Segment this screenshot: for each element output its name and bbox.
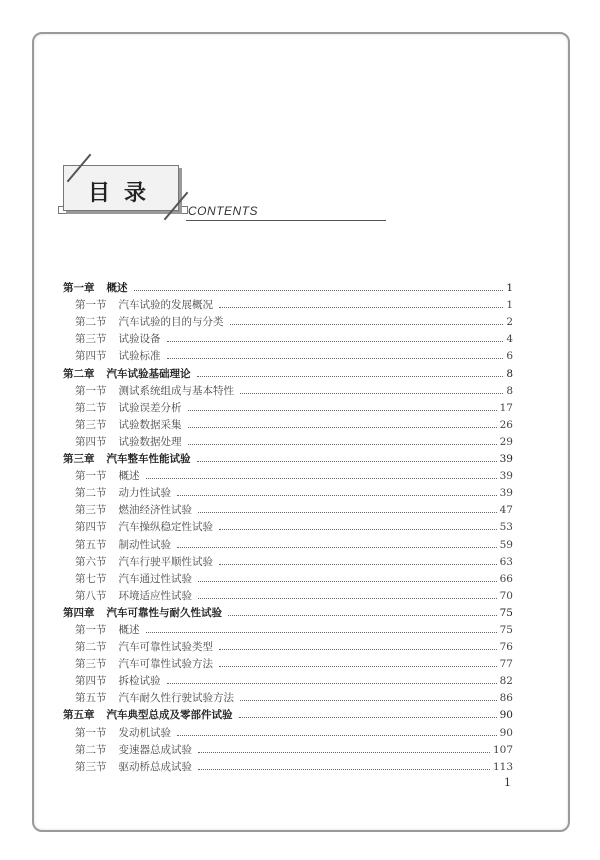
entry-label: 第二节 (75, 316, 107, 329)
entry-page: 4 (506, 333, 513, 346)
toc-section-entry[interactable] (63, 586, 513, 603)
entry-page: 1 (506, 282, 513, 295)
entry-page: 90 (499, 726, 513, 739)
dot-leader (188, 444, 497, 445)
entry-label: 第三节 (75, 418, 107, 431)
entry-title: 测试系统组成与基本特性 (118, 384, 234, 397)
entry-page: 63 (499, 555, 513, 568)
entry-heading (75, 435, 182, 449)
dot-leader (177, 495, 497, 496)
toc-section-entry[interactable] (63, 569, 513, 586)
entry-heading (75, 589, 192, 603)
contents-subtitle: CONTENTS (188, 204, 258, 218)
entry-heading (75, 315, 224, 329)
toc-chapter-entry[interactable] (63, 278, 513, 295)
entry-title: 动力性试验 (118, 487, 171, 500)
entry-label: 第三节 (75, 504, 107, 517)
entry-heading (75, 657, 213, 671)
entry-title: 试验数据采集 (118, 418, 182, 431)
entry-page: 47 (499, 504, 513, 517)
entry-page: 70 (499, 589, 513, 602)
toc-section-entry[interactable] (63, 466, 513, 483)
entry-label: 第七节 (75, 572, 107, 585)
entry-title: 概述 (118, 470, 140, 483)
dot-leader (188, 410, 497, 411)
entry-heading (75, 486, 171, 500)
entry-heading (63, 452, 191, 466)
entry-label: 第六节 (75, 555, 107, 568)
entry-label: 第一节 (75, 726, 107, 739)
entry-title: 汽车可靠性试验类型 (118, 641, 213, 654)
toc-section-entry[interactable] (63, 500, 513, 517)
entry-title: 变速器总成试验 (118, 743, 192, 756)
dot-leader (228, 615, 497, 616)
entry-page: 77 (499, 658, 513, 671)
entry-label: 第一节 (75, 299, 107, 312)
header-rule (186, 220, 386, 221)
entry-page: 86 (499, 692, 513, 705)
entry-title: 汽车典型总成及零部件试验 (106, 709, 233, 722)
dot-leader (240, 393, 503, 394)
dot-leader (167, 683, 497, 684)
dot-leader (219, 564, 497, 565)
entry-label: 第四节 (75, 350, 107, 363)
entry-heading (75, 503, 192, 517)
entry-page: 39 (499, 470, 513, 483)
dot-leader (219, 666, 497, 667)
entry-label: 第三章 (63, 453, 95, 466)
entry-title: 试验数据处理 (118, 435, 182, 448)
entry-heading (75, 538, 171, 552)
entry-label: 第一章 (63, 282, 95, 295)
entry-heading (63, 606, 222, 620)
entry-label: 第四节 (75, 675, 107, 688)
entry-title: 环境适应性试验 (118, 589, 192, 602)
page-number: 1 (504, 776, 511, 789)
entry-title: 汽车操纵稳定性试验 (118, 521, 213, 534)
toc-chapter-entry[interactable] (63, 603, 513, 620)
dot-leader (219, 529, 497, 530)
dot-leader (146, 632, 497, 633)
entry-heading (75, 743, 192, 757)
toc-section-entry[interactable] (63, 534, 513, 551)
dot-leader (188, 427, 497, 428)
entry-heading (75, 520, 213, 534)
entry-heading (75, 640, 213, 654)
toc-section-entry[interactable] (63, 620, 513, 637)
dot-leader (219, 307, 503, 308)
dot-leader (197, 376, 504, 377)
dot-leader (198, 581, 497, 582)
entry-heading (75, 469, 140, 483)
toc-chapter-entry[interactable] (63, 705, 513, 722)
entry-title: 汽车可靠性与耐久性试验 (106, 606, 222, 619)
toc-section-entry[interactable] (63, 381, 513, 398)
entry-title: 制动性试验 (118, 538, 171, 551)
entry-page: 107 (492, 743, 513, 756)
dot-leader (240, 700, 497, 701)
entry-title: 汽车整车性能试验 (106, 453, 191, 466)
entry-title: 汽车试验基础理论 (106, 367, 191, 380)
entry-heading (75, 760, 192, 774)
entry-page: 6 (506, 350, 513, 363)
entry-page: 8 (506, 384, 513, 397)
dot-leader (198, 512, 497, 513)
toc-section-entry[interactable] (63, 740, 513, 757)
entry-title: 汽车行驶平顺性试验 (118, 555, 213, 568)
entry-title: 试验设备 (118, 333, 161, 346)
entry-label: 第五章 (63, 709, 95, 722)
entry-label: 第二节 (75, 487, 107, 500)
entry-label: 第一节 (75, 470, 107, 483)
dot-leader (230, 324, 504, 325)
entry-page: 8 (506, 367, 513, 380)
entry-heading (75, 572, 192, 586)
toc-section-entry[interactable] (63, 552, 513, 569)
entry-label: 第二章 (63, 367, 95, 380)
toc-section-entry[interactable] (63, 688, 513, 705)
entry-label: 第一节 (75, 384, 107, 397)
entry-page: 90 (499, 709, 513, 722)
entry-page: 26 (499, 418, 513, 431)
entry-label: 第一节 (75, 623, 107, 636)
entry-heading (75, 332, 161, 346)
dot-leader (198, 752, 490, 753)
entry-title: 发动机试验 (118, 726, 171, 739)
entry-heading (63, 281, 128, 295)
entry-page: 75 (499, 623, 513, 636)
toc-section-entry[interactable] (63, 517, 513, 534)
entry-title: 燃油经济性试验 (118, 504, 192, 517)
entry-heading (75, 555, 213, 569)
entry-label: 第五节 (75, 538, 107, 551)
entry-page: 39 (499, 453, 513, 466)
table-of-contents (63, 278, 513, 774)
entry-label: 第四节 (75, 521, 107, 534)
entry-page: 1 (506, 299, 513, 312)
toc-section-entry[interactable] (63, 483, 513, 500)
entry-title: 汽车可靠性试验方法 (118, 658, 213, 671)
entry-page: 39 (499, 487, 513, 500)
entry-page: 75 (499, 606, 513, 619)
entry-label: 第三节 (75, 760, 107, 773)
dot-leader (239, 717, 497, 718)
entry-page: 17 (499, 401, 513, 414)
toc-section-entry[interactable] (63, 398, 513, 415)
entry-title: 概述 (106, 282, 128, 295)
entry-heading (63, 708, 233, 722)
entry-label: 第三节 (75, 333, 107, 346)
contents-title: 目录 (88, 181, 161, 206)
entry-page: 76 (499, 641, 513, 654)
entry-heading (75, 298, 213, 312)
entry-heading (75, 726, 171, 740)
entry-label: 第二节 (75, 743, 107, 756)
toc-section-entry[interactable] (63, 637, 513, 654)
dot-leader (167, 341, 504, 342)
toc-section-entry[interactable] (63, 312, 513, 329)
entry-title: 汽车耐久性行驶试验方法 (118, 692, 234, 705)
dot-leader (198, 598, 497, 599)
toc-section-entry[interactable] (63, 654, 513, 671)
entry-page: 29 (499, 435, 513, 448)
entry-page: 82 (499, 675, 513, 688)
entry-label: 第三节 (75, 658, 107, 671)
entry-heading (75, 691, 234, 705)
entry-title: 驱动桥总成试验 (118, 760, 192, 773)
entry-heading (75, 401, 182, 415)
entry-title: 试验误差分析 (118, 401, 182, 414)
toc-section-entry[interactable] (63, 329, 513, 346)
entry-label: 第五节 (75, 692, 107, 705)
entry-heading (75, 349, 161, 363)
toc-section-entry[interactable] (63, 295, 513, 312)
dot-leader (177, 547, 497, 548)
entry-title: 汽车试验的发展概况 (118, 299, 213, 312)
entry-heading (63, 367, 191, 381)
entry-heading (75, 384, 234, 398)
entry-label: 第四章 (63, 606, 95, 619)
entry-label: 第四节 (75, 435, 107, 448)
entry-label: 第八节 (75, 589, 107, 602)
dot-leader (146, 478, 497, 479)
dot-leader (134, 290, 504, 291)
toc-section-entry[interactable] (63, 757, 513, 774)
entry-title: 汽车试验的目的与分类 (118, 316, 224, 329)
dot-leader (219, 649, 497, 650)
entry-page: 66 (499, 572, 513, 585)
entry-title: 试验标准 (118, 350, 161, 363)
toc-chapter-entry[interactable] (63, 363, 513, 380)
toc-section-entry[interactable] (63, 722, 513, 739)
toc-section-entry[interactable] (63, 671, 513, 688)
entry-heading (75, 418, 182, 432)
entry-page: 53 (499, 521, 513, 534)
toc-section-entry[interactable] (63, 346, 513, 363)
dot-leader (198, 769, 490, 770)
dot-leader (197, 461, 497, 462)
entry-title: 汽车通过性试验 (118, 572, 192, 585)
dot-leader (167, 358, 504, 359)
entry-label: 第二节 (75, 641, 107, 654)
entry-label: 第二节 (75, 401, 107, 414)
entry-heading (75, 674, 161, 688)
toc-chapter-entry[interactable] (63, 449, 513, 466)
entry-heading (75, 623, 140, 637)
dot-leader (177, 735, 497, 736)
entry-title: 拆检试验 (118, 675, 161, 688)
entry-page: 2 (506, 316, 513, 329)
toc-section-entry[interactable] (63, 415, 513, 432)
entry-title: 概述 (118, 623, 140, 636)
toc-section-entry[interactable] (63, 432, 513, 449)
entry-page: 59 (499, 538, 513, 551)
entry-page: 113 (492, 760, 513, 773)
